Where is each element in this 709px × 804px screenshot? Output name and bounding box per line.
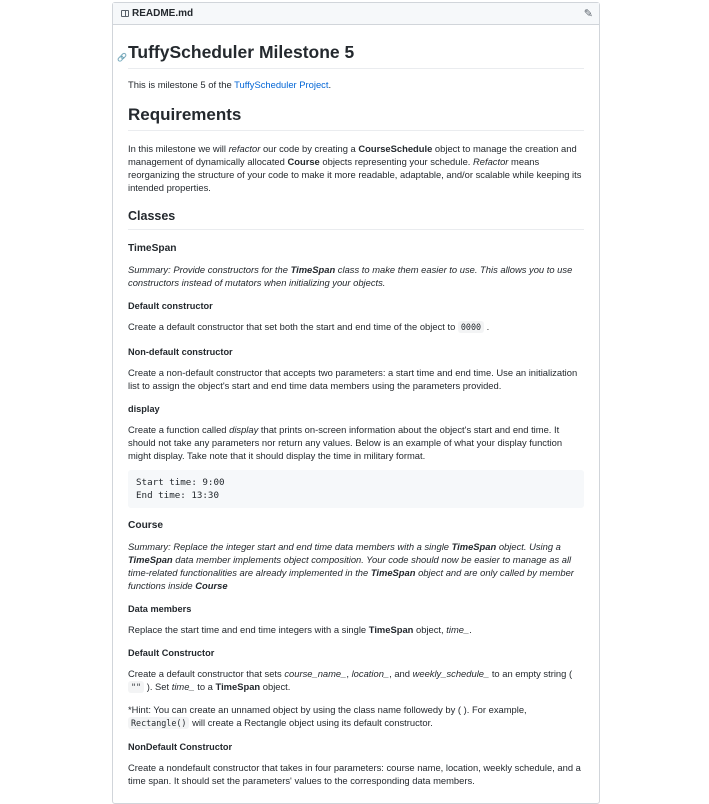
display-heading: display <box>128 404 160 414</box>
timespan-heading: TimeSpan <box>128 243 177 254</box>
intro-paragraph: This is milestone 5 of the TuffyScheduler Project. <box>128 79 332 90</box>
hint-text: *Hint: You can create an unnamed object by using the class name followedy by ( ). For example, Rectangle() will create a Rectangle object using its default constructor. <box>128 704 527 728</box>
course-default-constructor-text: Create a default constructor that sets course_name_, location_, and weekly_schedule_ to an empty string ( "" ). Set time_ to a TimeSpan object. <box>128 668 573 692</box>
data-members-heading: Data members <box>128 604 192 614</box>
data-members-text: Replace the start time and end time integers with a single TimeSpan object, time_. <box>128 624 472 635</box>
nondefault-constructor-heading: Non-default constructor <box>128 347 233 357</box>
default-constructor-heading: Default constructor <box>128 301 213 311</box>
markdown-body <box>117 25 584 787</box>
file-header <box>113 3 599 25</box>
course-default-constructor-heading: Default Constructor <box>128 648 215 658</box>
classes-heading: Classes <box>128 208 584 230</box>
course-summary: Summary: Replace the integer start and end time data members with a single TimeSpan object. Using a TimeSpan data member implements object composition. Your code should now be easier to manage as all time-related functionalities are already implemented in the TimeSpan object and are only called by member functions inside Course <box>128 541 574 591</box>
timespan-summary: Summary: Provide constructors for the TimeSpan class to make them easier to use. This allows you to use constructors instead of mutators when initializing your objects. <box>128 264 573 288</box>
file-name: README.md <box>132 8 194 19</box>
nondefault-course-text: Create a nondefault constructor that takes in four parameters: course name, location, weekly schedule, and a time span. It should set the parameters' values to the corresponding data members. <box>128 762 581 786</box>
page-title: 🔗 TuffyScheduler Milestone 5 <box>128 25 584 69</box>
code-line: Start time: 9:00 <box>136 477 225 488</box>
nondefault-constructor-text: Create a non-default constructor that accepts two parameters: a start time and end time. Use an initialization list to assign the object's start and end time data members using the parameters provided. <box>128 367 578 391</box>
requirements-paragraph: In this milestone we will refactor our code by creating a CourseSchedule object to manage the creation and management of dynamically allocated Course objects representing your schedule. Refactor means reorganizing the structure of your code to make it more readable, adaptable, and/or scalable while keeping its intended properties. <box>128 143 582 193</box>
code-block <box>128 470 584 508</box>
code-line: End time: 13:30 <box>136 490 219 501</box>
nondefault-course-heading: NonDefault Constructor <box>128 742 233 752</box>
course-heading: Course <box>128 520 164 531</box>
link-icon[interactable]: 🔗 <box>117 53 127 62</box>
project-link[interactable]: TuffyScheduler Project <box>234 79 329 90</box>
display-text: Create a function called display that prints on-screen information about the object's start and end time. It should not take any parameters nor return any values. Below is an example of what your display function might display. Take note that it should display the time in military format. <box>128 424 563 461</box>
default-constructor-text: Create a default constructor that set both the start and end time of the object to 0000 . <box>128 321 490 332</box>
requirements-heading: Requirements <box>128 104 584 131</box>
readme-box <box>112 2 600 804</box>
pencil-icon[interactable]: ✎ <box>583 8 593 20</box>
book-icon <box>121 10 129 17</box>
